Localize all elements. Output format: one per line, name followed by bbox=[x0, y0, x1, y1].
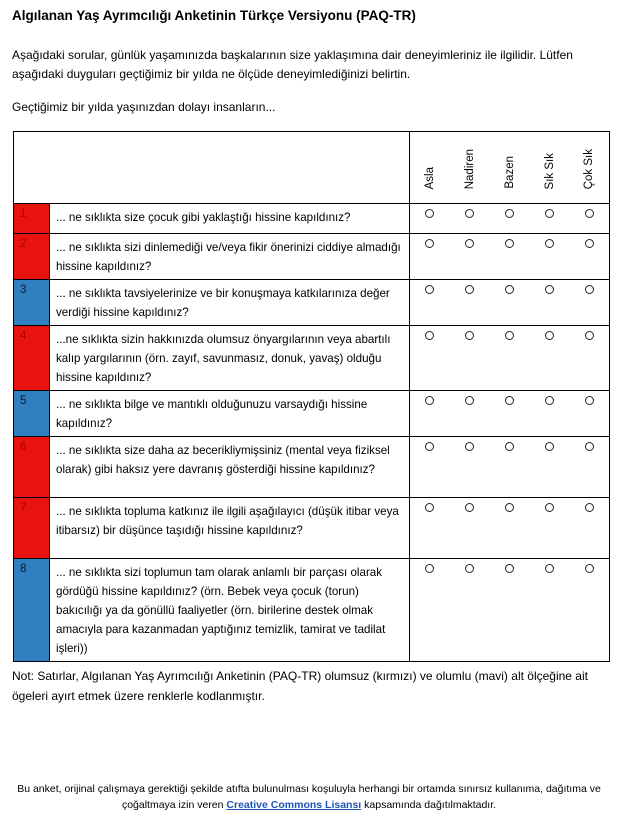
scale-label: Nadiren bbox=[463, 148, 476, 189]
footer-text-before: Bu anket, orijinal çalışmaya gerektiği şekilde atıfta bulunulması koşuluyla herhangi bir ortamda sınırsız kullanıma, dağıtıma ve çoğaltmaya izin veren bbox=[17, 783, 601, 811]
footer-text-after: kapsamında dağıtılmaktadır. bbox=[364, 798, 497, 811]
response-cell bbox=[570, 437, 610, 498]
response-cell bbox=[490, 204, 530, 234]
response-cell bbox=[570, 280, 610, 326]
radio-bazen[interactable] bbox=[505, 239, 514, 248]
scale-label: Bazen bbox=[503, 156, 516, 189]
response-cell bbox=[570, 498, 610, 559]
response-cell bbox=[530, 498, 570, 559]
radio-asla[interactable] bbox=[425, 503, 434, 512]
radio-cok-sik[interactable] bbox=[585, 442, 594, 451]
header-blank bbox=[14, 132, 410, 204]
radio-nadiren[interactable] bbox=[465, 564, 474, 573]
question-text: ... ne sıklıkta tavsiyelerinize ve bir konuşmaya katkılarınıza değer verdiği hissine kapıldınız? bbox=[50, 280, 410, 326]
response-cell bbox=[410, 326, 450, 391]
radio-cok-sik[interactable] bbox=[585, 285, 594, 294]
radio-asla[interactable] bbox=[425, 396, 434, 405]
response-cell bbox=[490, 280, 530, 326]
radio-cok-sik[interactable] bbox=[585, 503, 594, 512]
scale-label: Asla bbox=[423, 166, 436, 189]
radio-sik-sik[interactable] bbox=[545, 503, 554, 512]
radio-asla[interactable] bbox=[425, 564, 434, 573]
response-cell bbox=[490, 234, 530, 280]
response-cell bbox=[570, 234, 610, 280]
question-row bbox=[14, 204, 610, 234]
header-nadiren bbox=[450, 132, 490, 204]
response-cell bbox=[450, 391, 490, 437]
item-number: 7 bbox=[14, 498, 50, 559]
radio-cok-sik[interactable] bbox=[585, 331, 594, 340]
radio-asla[interactable] bbox=[425, 331, 434, 340]
header-sik-sik bbox=[530, 132, 570, 204]
radio-cok-sik[interactable] bbox=[585, 239, 594, 248]
item-number: 2 bbox=[14, 234, 50, 280]
radio-nadiren[interactable] bbox=[465, 331, 474, 340]
response-cell bbox=[410, 391, 450, 437]
question-row bbox=[14, 391, 610, 437]
radio-nadiren[interactable] bbox=[465, 285, 474, 294]
note-text: Not: Satırlar, Algılanan Yaş Ayrımcılığı Anketinin (PAQ-TR) olumsuz (kırmızı) ve olumlu (mavi) alt ölçeğine ait ögeleri ayırt etmek üzere renklerle kodlanmıştır. bbox=[12, 669, 588, 703]
item-number: 4 bbox=[14, 326, 50, 391]
radio-bazen[interactable] bbox=[505, 564, 514, 573]
response-cell bbox=[530, 437, 570, 498]
header-bazen bbox=[490, 132, 530, 204]
radio-asla[interactable] bbox=[425, 209, 434, 218]
radio-cok-sik[interactable] bbox=[585, 564, 594, 573]
response-cell bbox=[410, 437, 450, 498]
question-text: ... ne sıklıkta sizi dinlemediği ve/veya fikir önerinizi ciddiye almadığı hissine kapıldınız? bbox=[50, 234, 410, 280]
response-cell bbox=[450, 280, 490, 326]
response-cell bbox=[450, 559, 490, 662]
question-text: ... ne sıklıkta size daha az becerikliymişsiniz (mental veya fiziksel olarak) gibi haksız yere davranış gösterdiği hissine kapıldınız? bbox=[50, 437, 410, 498]
response-cell bbox=[530, 204, 570, 234]
question-row bbox=[14, 326, 610, 391]
response-cell bbox=[410, 280, 450, 326]
radio-bazen[interactable] bbox=[505, 503, 514, 512]
question-text: ...ne sıklıkta sizin hakkınızda olumsuz önyargılarının veya abartılı kalıp yargılarının (örn. zayıf, savunmasız, donuk, yavaş) olduğu hissine kapıldınız? bbox=[50, 326, 410, 391]
item-number: 1 bbox=[14, 204, 50, 234]
question-row bbox=[14, 498, 610, 559]
radio-cok-sik[interactable] bbox=[585, 209, 594, 218]
radio-bazen[interactable] bbox=[505, 209, 514, 218]
response-cell bbox=[490, 559, 530, 662]
response-cell bbox=[530, 391, 570, 437]
item-number: 8 bbox=[14, 559, 50, 662]
question-row bbox=[14, 437, 610, 498]
response-cell bbox=[410, 559, 450, 662]
radio-nadiren[interactable] bbox=[465, 503, 474, 512]
scale-header-row bbox=[14, 132, 610, 204]
question-text: ... ne sıklıkta size çocuk gibi yaklaştığı hissine kapıldınız? bbox=[50, 204, 410, 234]
header-asla bbox=[410, 132, 450, 204]
response-cell bbox=[490, 326, 530, 391]
response-cell bbox=[530, 280, 570, 326]
response-cell bbox=[570, 391, 610, 437]
radio-cok-sik[interactable] bbox=[585, 396, 594, 405]
license-footer bbox=[0, 782, 618, 813]
question-text: ... ne sıklıkta sizi toplumun tam olarak anlamlı bir parçası olarak gördüğü hissine kapıldınız? (örn. Bebek veya çocuk (torun) bakıcılığı ya da gönüllü faaliyetler (örn. birilerine destek olmak amacıyla para kazanmadan yaptığınız temizlik, tamirat ve tadilat işleri)) bbox=[50, 559, 410, 662]
radio-sik-sik[interactable] bbox=[545, 331, 554, 340]
question-row bbox=[14, 280, 610, 326]
response-cell bbox=[450, 498, 490, 559]
response-cell bbox=[570, 559, 610, 662]
lead-text: Geçtiğimiz bir yılda yaşınızdan dolayı insanların... bbox=[12, 100, 276, 114]
radio-nadiren[interactable] bbox=[465, 396, 474, 405]
response-cell bbox=[530, 234, 570, 280]
question-row bbox=[14, 559, 610, 662]
radio-bazen[interactable] bbox=[505, 396, 514, 405]
radio-sik-sik[interactable] bbox=[545, 442, 554, 451]
question-text: ... ne sıklıkta bilge ve mantıklı olduğunuzu varsaydığı hissine kapıldınız? bbox=[50, 391, 410, 437]
creative-commons-link[interactable]: Creative Commons Lisansı bbox=[226, 798, 362, 811]
response-cell bbox=[450, 204, 490, 234]
radio-sik-sik[interactable] bbox=[545, 239, 554, 248]
response-cell bbox=[450, 326, 490, 391]
response-cell bbox=[530, 559, 570, 662]
response-cell bbox=[490, 437, 530, 498]
response-cell bbox=[490, 498, 530, 559]
response-cell bbox=[570, 204, 610, 234]
radio-sik-sik[interactable] bbox=[545, 396, 554, 405]
radio-sik-sik[interactable] bbox=[545, 209, 554, 218]
response-cell bbox=[570, 326, 610, 391]
radio-asla[interactable] bbox=[425, 239, 434, 248]
response-cell bbox=[410, 498, 450, 559]
response-cell bbox=[450, 437, 490, 498]
response-cell bbox=[530, 326, 570, 391]
page-title: Algılanan Yaş Ayrımcılığı Anketinin Türkçe Versiyonu (PAQ-TR) bbox=[12, 8, 416, 23]
intro-text: Aşağıdaki sorular, günlük yaşamınızda başkalarının size yaklaşımına dair deneyimleriniz ile ilgilidir. Lütfen aşağıdaki duyguları geçtiğimiz bir yılda ne ölçüde deneyimlediğinizi belirtin. bbox=[12, 48, 573, 81]
question-text: ... ne sıklıkta topluma katkınız ile ilgili aşağılayıcı (düşük itibar veya itibarsız) bir düşünce taşıdığı hissine kapıldınız? bbox=[50, 498, 410, 559]
scale-label: Sık Sık bbox=[543, 152, 556, 189]
radio-nadiren[interactable] bbox=[465, 209, 474, 218]
item-number: 6 bbox=[14, 437, 50, 498]
scale-label: Çok Sık bbox=[583, 148, 596, 189]
question-row bbox=[14, 234, 610, 280]
radio-asla[interactable] bbox=[425, 442, 434, 451]
item-number: 5 bbox=[14, 391, 50, 437]
response-cell bbox=[410, 204, 450, 234]
radio-asla[interactable] bbox=[425, 285, 434, 294]
item-number: 3 bbox=[14, 280, 50, 326]
response-cell bbox=[450, 234, 490, 280]
header-cok-sik bbox=[570, 132, 610, 204]
response-cell bbox=[410, 234, 450, 280]
radio-nadiren[interactable] bbox=[465, 239, 474, 248]
radio-sik-sik[interactable] bbox=[545, 285, 554, 294]
radio-sik-sik[interactable] bbox=[545, 564, 554, 573]
response-cell bbox=[490, 391, 530, 437]
radio-bazen[interactable] bbox=[505, 285, 514, 294]
survey-table bbox=[13, 131, 610, 662]
radio-bazen[interactable] bbox=[505, 442, 514, 451]
radio-nadiren[interactable] bbox=[465, 442, 474, 451]
radio-bazen[interactable] bbox=[505, 331, 514, 340]
